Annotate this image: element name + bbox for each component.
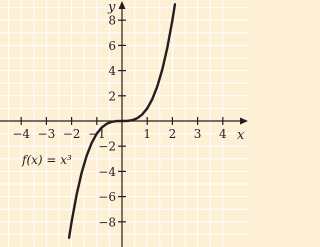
x-axis-label: x [237,128,245,143]
y-axis-label: y [108,0,116,15]
y-tick-label: −4 [98,164,116,179]
y-tick-label: 4 [108,64,116,79]
y-tick-label: −6 [98,190,116,205]
x-tick-label: 4 [218,127,227,141]
x-tick-label: −4 [12,127,31,141]
y-tick-label: −2 [98,139,116,154]
y-tick-label: 8 [108,13,116,28]
x-tick-label: 3 [193,127,202,141]
x-tick-label: −2 [62,127,81,141]
x-tick-label: 2 [168,127,177,141]
x-tick-label: 1 [143,127,152,141]
function-label: f(x) = x³ [22,153,72,167]
y-tick-label: 2 [108,89,116,104]
y-tick-label: 6 [108,38,116,53]
x-tick-label: −3 [37,127,56,141]
y-tick-label: −8 [98,215,116,230]
x-tick-label: −1 [87,127,106,141]
